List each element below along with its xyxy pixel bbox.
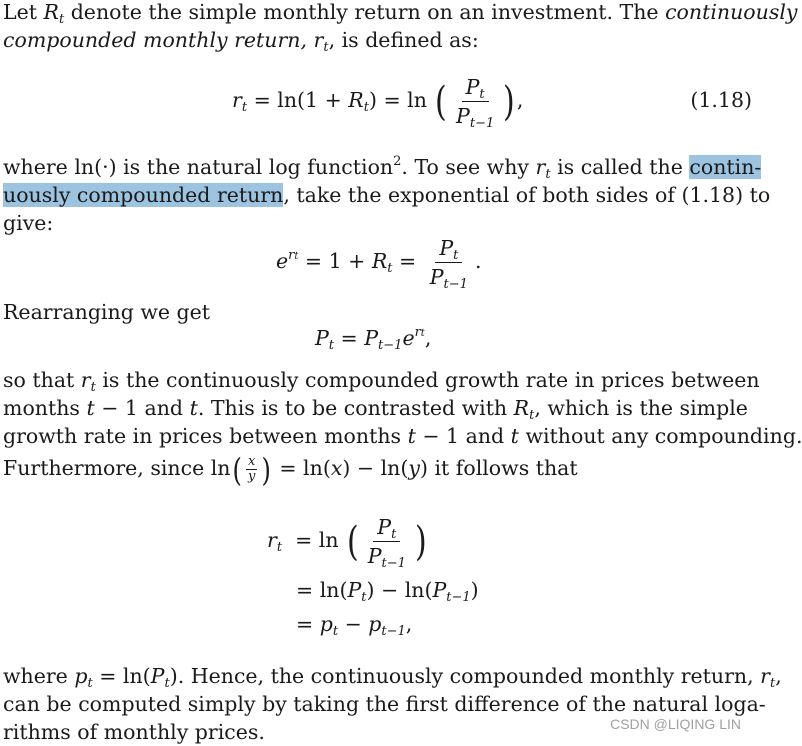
rearranging-text: Rearranging we get <box>3 300 211 324</box>
paragraph-1-line-1: Let $R_t$ denote the simple monthly return on an investment. The continuously <box>3 0 798 27</box>
paragraph-2-line-2: uously compounded return, take the exponential of both sides of (1.18) to <box>3 183 771 207</box>
paragraph-4-line-1: where $p_t = \ln(P_t)$. Hence, the continuously compounded monthly return, $r_t$, <box>3 664 782 691</box>
watermark: CSDN @LIQING LIN <box>610 716 741 732</box>
paragraph-3-line-1: so that $r_t$ is the continuously compounded growth rate in prices between <box>3 368 760 395</box>
equation-number-1-18: (1.18) <box>690 88 752 112</box>
aligned-equation-row-2: = $\ln(P_t) - \ln(P_{t-1})$ <box>296 578 479 605</box>
paragraph-3-line-3: growth rate in prices between months t − 1 and t without any compounding. <box>3 424 802 448</box>
paragraph-3-line-2: months t − 1 and t. This is to be contrasted with $R_t$, which is the simple <box>3 396 748 423</box>
equation-exponential: $e^{rt} = 1 + R_t$ = $\frac{P_t}{P_{t-1}}$ . <box>276 236 482 292</box>
paragraph-4-line-2: can be computed simply by taking the first difference of the natural loga- <box>3 692 766 716</box>
highlighted-text: uously compounded return <box>3 183 284 207</box>
aligned-equation-row-3: = $p_t - p_{t-1}$, <box>296 612 413 639</box>
paragraph-2-line-1: where ln(·) is the natural log function$^2$. To see why $r_t$ is called the contin- <box>3 154 762 182</box>
paragraph-3-line-4: Furthermore, since ln( $\frac{x}{y}$ ) = ln(x) − ln(y) it follows that <box>3 450 578 489</box>
highlighted-text: contin- <box>689 155 762 179</box>
equation-1-18: $r_t = \ln(1 + R_t) = \ln$ ( $\frac{P_t}{P_{t-1}}$ ), <box>232 75 524 131</box>
paragraph-1-line-2: compounded monthly return, $r_t$, is defined as: <box>3 28 479 55</box>
paragraph-2-line-3: give: <box>3 211 54 235</box>
paragraph-4-line-3: rithms of monthly prices. <box>3 720 265 744</box>
equation-rearranged: $P_t = P_{t-1}e^{rt}$, <box>315 325 432 353</box>
aligned-equation-row-1: $r_t = \ln$ ( $\frac{P_t}{P_{t-1}}$ ) <box>267 515 427 571</box>
